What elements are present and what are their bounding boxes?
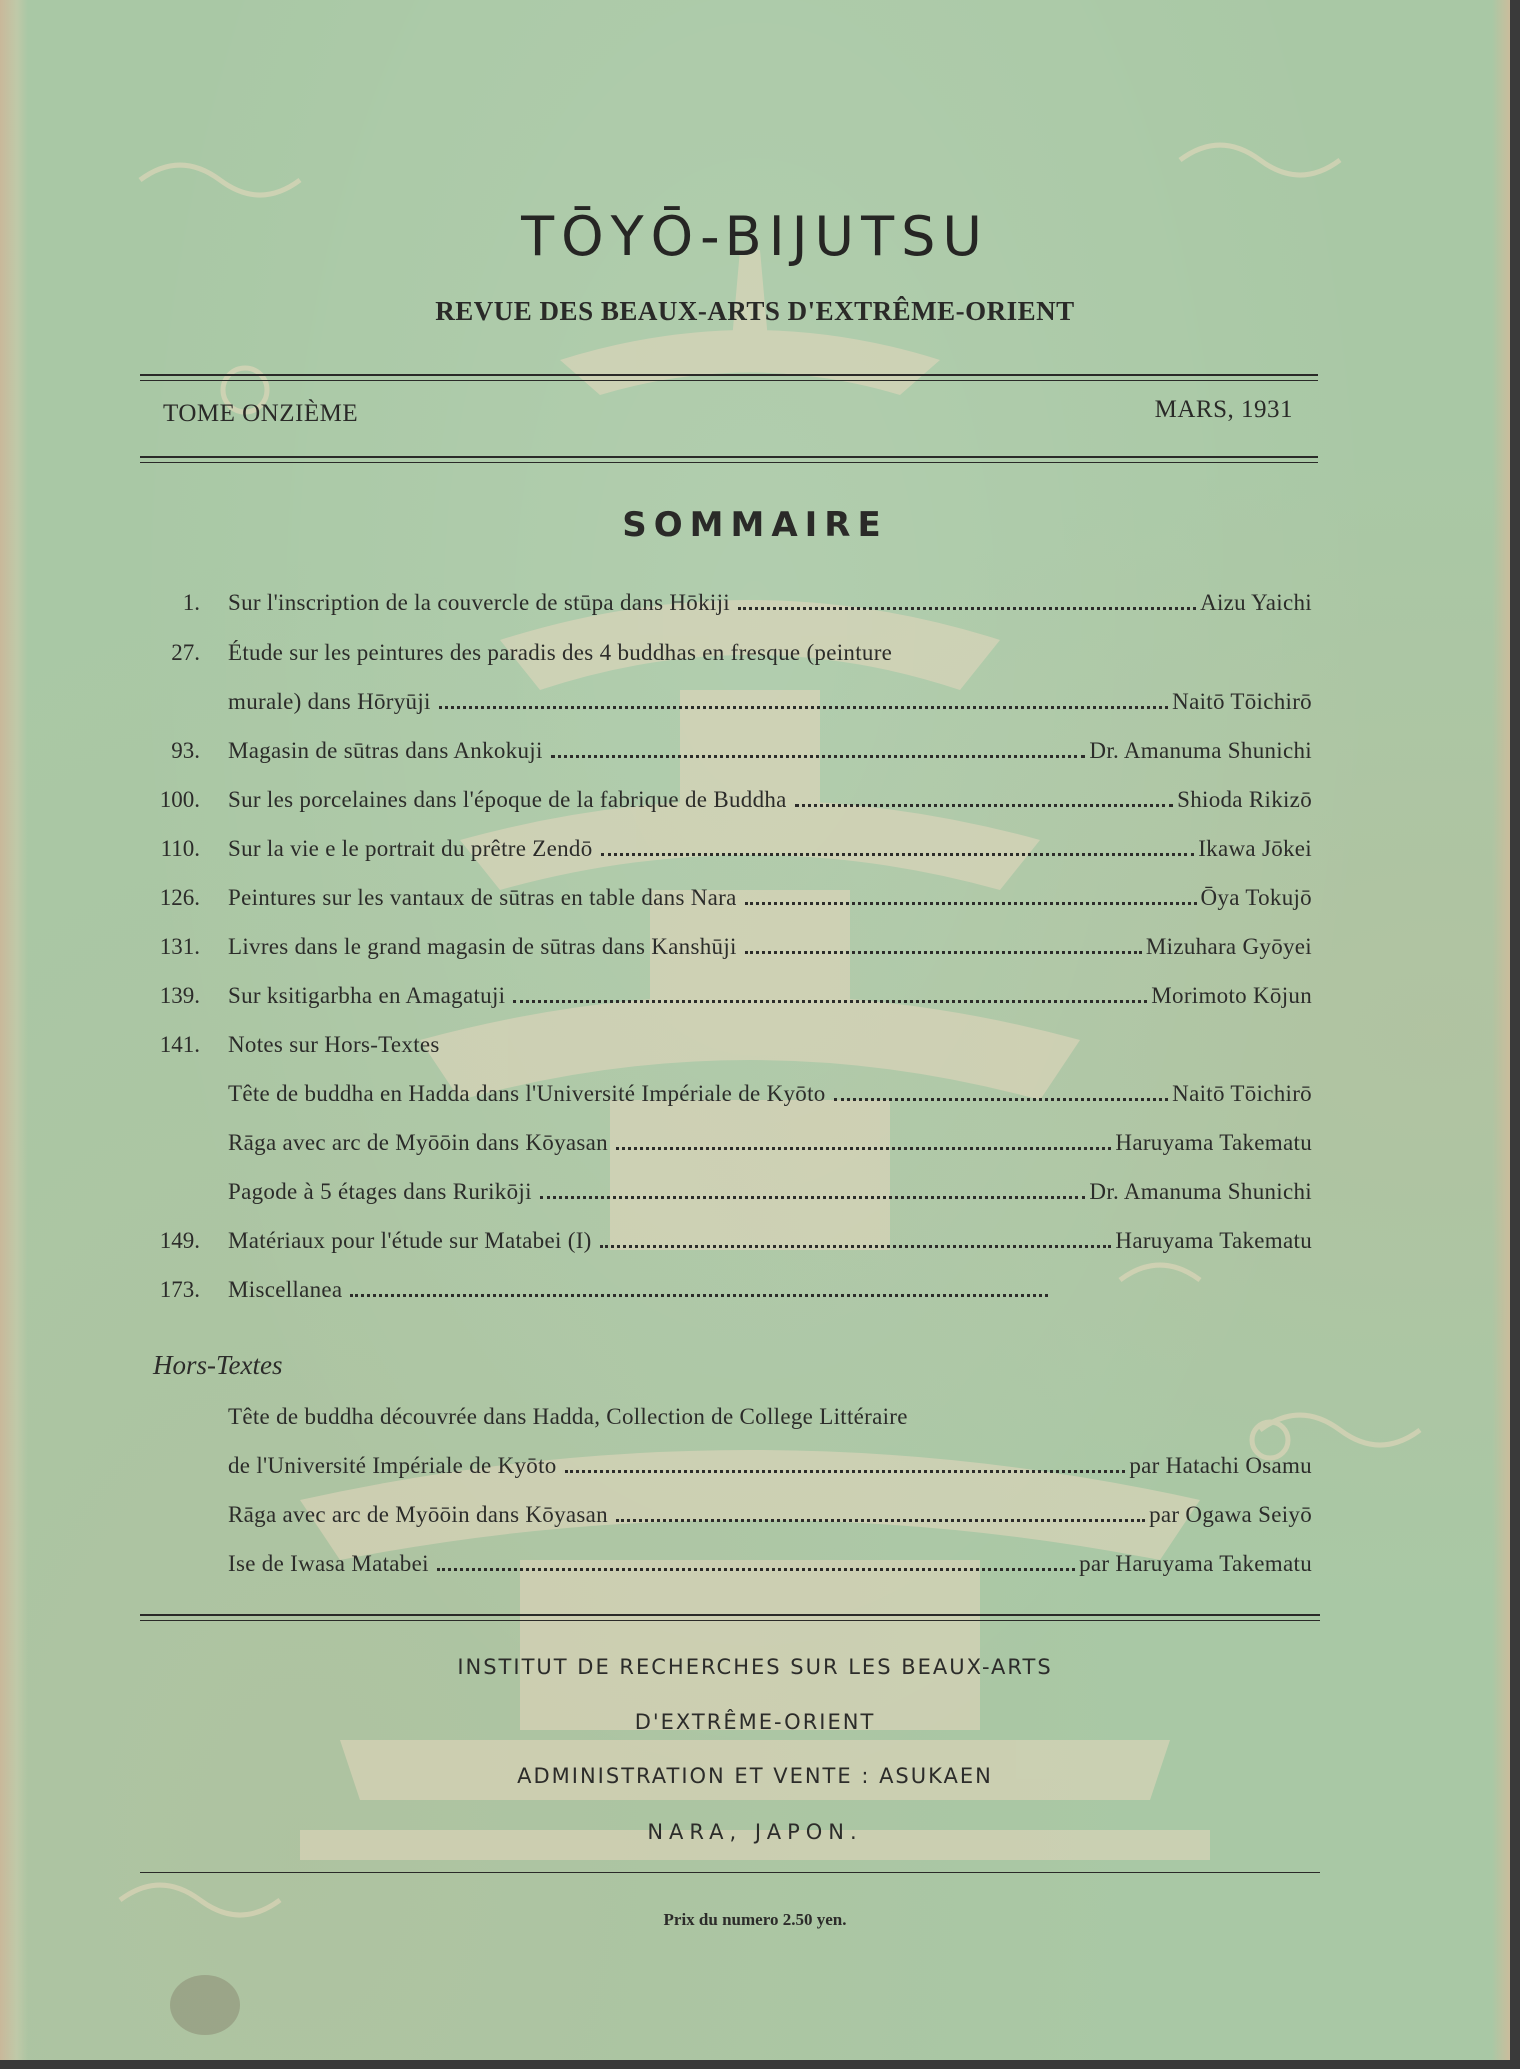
toc-entry xyxy=(140,634,1312,674)
publisher-line: D'EXTRÊME-ORIENT xyxy=(634,1710,876,1734)
toc-entry xyxy=(140,1271,1052,1311)
dot-leader xyxy=(350,1294,1048,1297)
journal-subtitle: REVUE DES BEAUX-ARTS D'EXTRÊME-ORIENT xyxy=(435,296,1075,326)
toc-author: Dr. Amanuma Shunichi xyxy=(1089,738,1312,763)
toc-page-number: 173. xyxy=(159,1277,200,1302)
toc-page-number: 141. xyxy=(159,1032,200,1057)
toc-page-number: 100. xyxy=(159,787,200,812)
toc-page-number: 149. xyxy=(159,1228,200,1253)
toc-title: Matériaux pour l'étude sur Matabei (I) xyxy=(228,1228,592,1253)
toc-title: Rāga avec arc de Myōōin dans Kōyasan xyxy=(228,1130,608,1155)
dot-leader xyxy=(601,853,1195,856)
toc-entry xyxy=(140,977,1312,1017)
dot-leader xyxy=(616,1147,1111,1150)
hors-textes-title: Ise de Iwasa Matabei xyxy=(228,1551,429,1576)
toc-entry xyxy=(140,1222,1312,1262)
dot-leader xyxy=(834,1098,1169,1101)
dot-leader xyxy=(551,755,1086,758)
toc-entry xyxy=(140,683,1312,723)
toc-title: Livres dans le grand magasin de sūtras dans Kanshūji xyxy=(228,934,737,959)
dot-leader xyxy=(565,1470,1126,1473)
divider xyxy=(140,374,1318,376)
toc-author: Mizuhara Gyōyei xyxy=(1145,934,1312,959)
dot-leader xyxy=(745,951,1142,954)
toc-page-number: 131. xyxy=(159,934,200,959)
toc-entry xyxy=(140,1173,1312,1213)
dot-leader xyxy=(439,706,1168,709)
toc-author: Naitō Tōichirō xyxy=(1172,1081,1312,1106)
divider xyxy=(140,380,1318,381)
hors-textes-entry xyxy=(140,1447,1312,1487)
dot-leader xyxy=(437,1568,1075,1571)
hors-textes-entry xyxy=(140,1496,1312,1536)
dot-leader xyxy=(795,804,1173,807)
toc-entry xyxy=(140,1124,1312,1164)
dot-leader xyxy=(600,1245,1112,1248)
toc-title: Sur l'inscription de la couvercle de stūpa dans Hōkiji xyxy=(228,590,730,615)
toc-entry xyxy=(140,1075,1312,1115)
toc-entry xyxy=(140,732,1312,772)
issue-date: MARS, 1931 xyxy=(1154,396,1293,423)
dot-leader xyxy=(513,1000,1147,1003)
toc-page-number: 93. xyxy=(171,738,200,763)
toc-title: Pagode à 5 étages dans Rurikōji xyxy=(228,1179,532,1204)
toc-page-number: 126. xyxy=(159,885,200,910)
dot-leader xyxy=(616,1519,1145,1522)
publisher-line: ADMINISTRATION ET VENTE : ASUKAEN xyxy=(517,1764,993,1788)
paper-stain xyxy=(170,1975,240,2035)
toc-entry xyxy=(140,781,1312,821)
toc-title: Sur la vie e le portrait du prêtre Zendō xyxy=(228,836,593,861)
toc-author: Ōya Tokujō xyxy=(1200,885,1312,910)
toc-page-number: 139. xyxy=(159,983,200,1008)
toc-title: Miscellanea xyxy=(228,1277,343,1302)
toc-author: Haruyama Takematu xyxy=(1115,1228,1312,1253)
toc-author: Haruyama Takematu xyxy=(1115,1130,1312,1155)
tome-label: TOME ONZIÈME xyxy=(163,400,359,427)
divider xyxy=(140,462,1318,463)
hors-textes-title: de l'Université Impériale de Kyōto xyxy=(228,1453,557,1478)
divider xyxy=(140,1614,1320,1616)
dot-leader xyxy=(540,1196,1086,1199)
divider xyxy=(140,456,1318,458)
hors-textes-heading: Hors-Textes xyxy=(153,1350,283,1380)
hors-textes-author: par Haruyama Takematu xyxy=(1079,1551,1312,1576)
divider xyxy=(140,1620,1320,1621)
toc-page-number: 110. xyxy=(160,836,200,861)
journal-title: TŌYŌ-BIJUTSU xyxy=(521,205,989,268)
toc-author: Aizu Yaichi xyxy=(1200,590,1312,615)
toc-title: Sur les porcelaines dans l'époque de la fabrique de Buddha xyxy=(228,787,787,812)
toc-entry xyxy=(140,879,1312,919)
toc-entry xyxy=(140,928,1312,968)
dot-leader xyxy=(745,902,1197,905)
hors-textes-entry xyxy=(140,1545,1312,1585)
hors-textes-author: par Ogawa Seiyō xyxy=(1149,1502,1312,1527)
toc-page-number: 1. xyxy=(182,590,200,615)
hors-textes-entry xyxy=(140,1398,1312,1438)
toc-title: murale) dans Hōryūji xyxy=(228,689,431,714)
toc-title: Sur ksitigarbha en Amagatuji xyxy=(228,983,506,1008)
toc-entry xyxy=(140,584,1312,624)
publisher-line: INSTITUT DE RECHERCHES SUR LES BEAUX-ARTS xyxy=(457,1655,1053,1679)
toc-author: Morimoto Kōjun xyxy=(1151,983,1312,1008)
toc-entry xyxy=(140,830,1312,870)
publisher-line: NARA, JAPON. xyxy=(647,1820,863,1844)
toc-title: Tête de buddha en Hadda dans l'Université Impériale de Kyōto xyxy=(228,1081,826,1106)
toc-title: Notes sur Hors-Textes xyxy=(228,1032,440,1057)
dot-leader xyxy=(738,607,1196,610)
toc-author: Dr. Amanuma Shunichi xyxy=(1089,1179,1312,1204)
toc-page-number: 27. xyxy=(171,640,200,665)
toc-entry xyxy=(140,1026,1312,1066)
hors-textes-title: Rāga avec arc de Myōōin dans Kōyasan xyxy=(228,1502,608,1527)
toc-author: Shioda Rikizō xyxy=(1177,787,1312,812)
summary-heading: SOMMAIRE xyxy=(622,505,888,545)
toc-author: Ikawa Jōkei xyxy=(1198,836,1312,861)
toc-author: Naitō Tōichirō xyxy=(1172,689,1312,714)
price-label: Prix du numero 2.50 yen. xyxy=(663,1910,847,1929)
hors-textes-title: Tête de buddha découvrée dans Hadda, Collection de College Littéraire xyxy=(228,1404,908,1429)
hors-textes-author: par Hatachi Osamu xyxy=(1129,1453,1312,1478)
toc-title: Étude sur les peintures des paradis des 4 buddhas en fresque (peinture xyxy=(228,640,893,665)
toc-title: Magasin de sūtras dans Ankokuji xyxy=(228,738,543,763)
toc-title: Peintures sur les vantaux de sūtras en table dans Nara xyxy=(228,885,737,910)
divider xyxy=(140,1872,1320,1873)
